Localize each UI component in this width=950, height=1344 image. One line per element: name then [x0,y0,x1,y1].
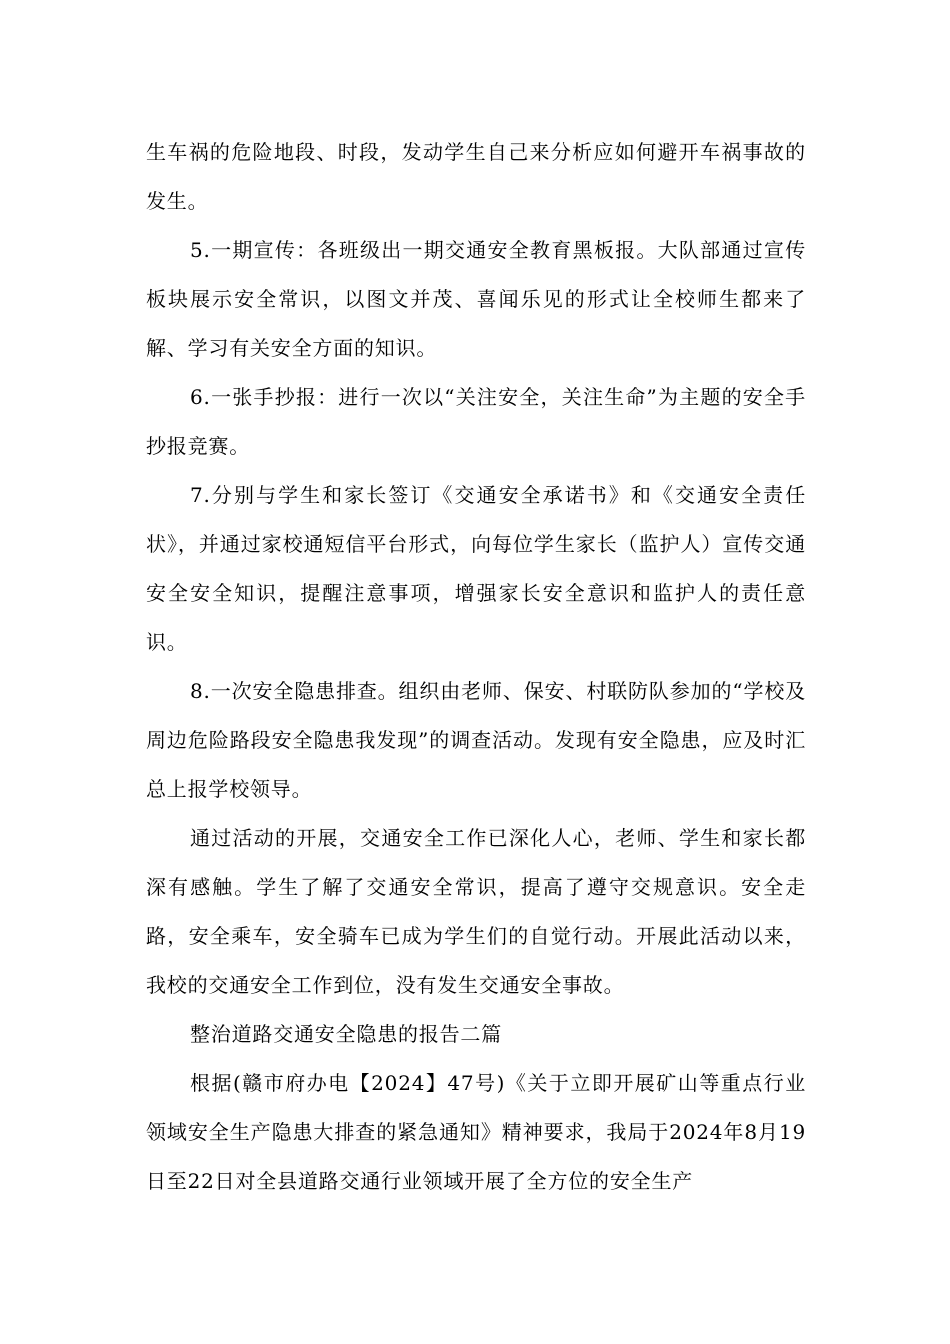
paragraph-summary: 通过活动的开展，交通安全工作已深化人心，老师、学生和家长都深有感触。学生了解了交通安全常识，提高了遵守交规意识。安全走路，安全乘车，安全骑车已成为学生们的自觉行动。开展此活动以来，我校的交通安全工作到位，没有发生交通安全事故。 [146,826,806,997]
section-heading: 整治道路交通安全隐患的报告二篇 [190,1022,502,1046]
paragraph-item-5: 5.一期宣传：各班级出一期交通安全教育黑板报。大队部通过宣传板块展示安全常识，以图文并茂、喜闻乐见的形式让全校师生都来了解、学习有关安全方面的知识。 [146,238,806,360]
paragraph-item-6: 6.一张手抄报：进行一次以“关注安全，关注生命”为主题的安全手抄报竞赛。 [146,385,806,458]
paragraph-item-8: 8.一次安全隐患排查。组织由老师、保安、村联防队参加的“学校及周边危险路段安全隐患我发现”的调查活动。发现有安全隐患，应及时汇总上报学校领导。 [146,679,806,801]
paragraph-continuation: 生车祸的危险地段、时段，发动学生自己来分析应如何避开车祸事故的发生。 [146,140,806,213]
paragraph-item-7: 7.分别与学生和家长签订《交通安全承诺书》和《交通安全责任状》，并通过家校通短信平台形式，向每位学生家长（监护人）宣传交通安全安全知识，提醒注意事项，增强家长安全意识和监护人的责任意识。 [146,483,806,654]
document-body [146,128,806,1206]
paragraph-report-intro: 根据(赣市府办电【2024】47号)《关于立即开展矿山等重点行业领域安全生产隐患大排查的紧急通知》精神要求，我局于2024年8月19日至22日对全县道路交通行业领域开展了全方位的安全生产 [146,1071,806,1193]
